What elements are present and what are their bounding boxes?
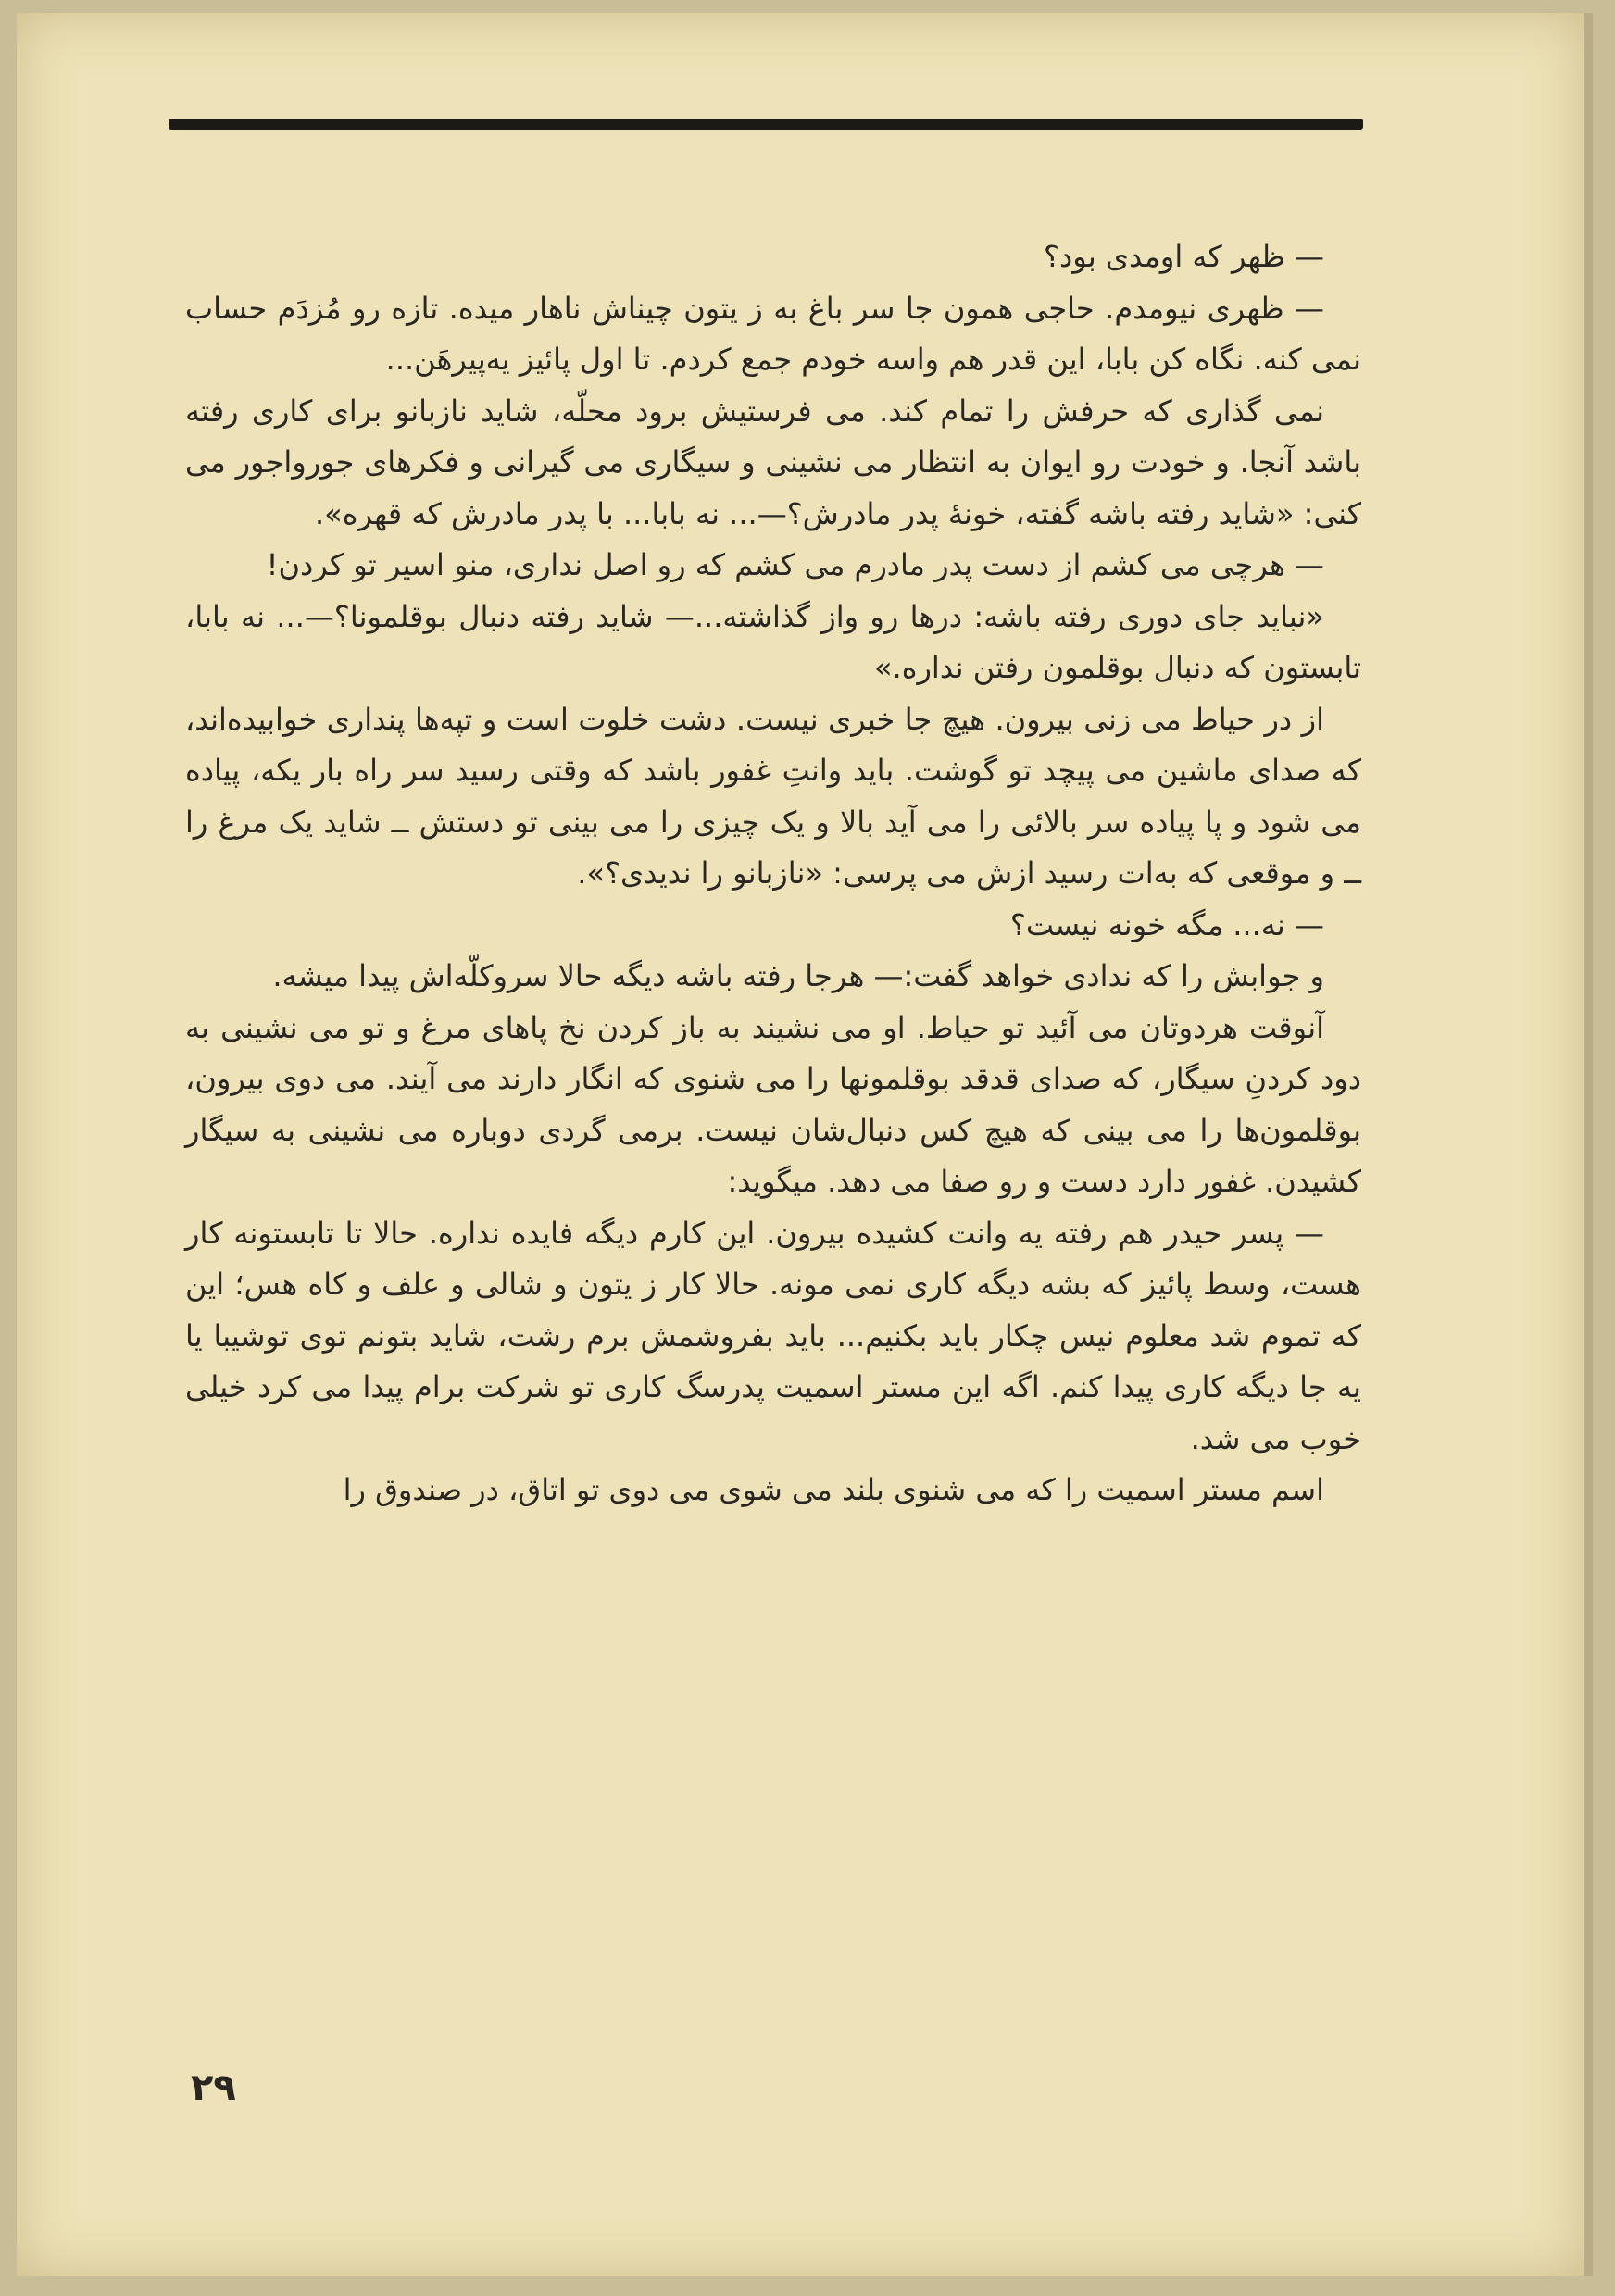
paragraph-11: اسم مستر اسمیت را که می شنوی بلند می شوی می دوی تو اتاق، در صندوق را	[343, 1472, 1324, 1507]
paragraph-3: نمی گذاری که حرفش را تمام کند. می فرستیش برود محلّه، شاید نازبانو برای کاری رفته باشد آنجا. و خودت رو ایوان به انتظار می نشینی و سیگاری می گیرانی و فکرهای جورواجور می کنی: «شاید رفته باشه گفته، خونهٔ پدر مادرش؟—... نه بابا... با پدر مادرش که قهره».	[185, 393, 1361, 531]
paragraph-9: آنوقت هردوتان می آئید تو حیاط. او می نشیند به باز کردن نخ پاهای مرغ و تو می نشینی به دود کردنِ سیگار، که صدای قدقد بوقلمونها را می شنوی که انگار دارند می آیند. می دوی بیرون، بوقلمون‌ها را می بینی که هیچ کس دنبال‌شان نیست. برمی گردی دوباره می نشینی به سیگار کشیدن. غفور دارد دست و رو صفا می دهد. میگوید:	[185, 1009, 1361, 1199]
paragraph-7: — نه... مگه خونه نیست؟	[1009, 906, 1324, 942]
paragraph-6: از در حیاط می زنی بیرون. هیچ جا خبری نیست. دشت خلوت است و تپه‌ها پنداری خوابیده‌اند، که صدای ماشین می پیچد تو گوشت. باید وانتِ غفور باشد که وقتی رسید سر راه بار یکه، پیاده می شود و پا پیاده سر بالائی را می آید بالا و یک چیزی را می بینی تو دستش ــ شاید یک مرغ را ــ و موقعی که به‌ات رسید ازش می پرسی: «نازبانو را ندیدی؟».	[185, 701, 1361, 891]
body-text	[185, 231, 1361, 1516]
header-rule	[169, 119, 1363, 130]
paragraph-5: «نباید جای دوری رفته باشه: درها رو واز گذاشته...— شاید رفته دنبال بوقلمونا؟—... نه بابا، تابستون که دنبال بوقلمون رفتن نداره.»	[185, 598, 1361, 685]
paragraph-1: — ظهر که اومدی بود؟	[1044, 239, 1324, 274]
paragraph-10: — پسر حیدر هم رفته یه وانت کشیده بیرون. این کارم دیگه فایده نداره. حالا تا تابستونه کار هست، وسط پائیز که بشه دیگه کاری نمی مونه. حالا کار ز یتون و شالی و علف و کاه هس؛ این که تموم شد معلوم نیس چکار باید بکنیم... باید بفروشمش برم رشت، شاید بتونم توی توشیبا یا یه جا دیگه کاری پیدا کنم. اگه این مستر اسمیت پدرسگ کاری تو شرکت برام پیدا می کرد خیلی خوب می شد.	[185, 1215, 1361, 1456]
paragraph-4: — هرچی می کشم از دست پدر مادرم می کشم که رو اصل نداری، منو اسیر تو کردن!	[266, 547, 1324, 582]
paragraph-8: و جوابش را که ندادی خواهد گفت:— هرجا رفته باشه دیگه حالا سروکلّه‌اش پیدا میشه.	[272, 958, 1324, 993]
paragraph-2: — ظهری نیومدم. حاجی همون جا سر باغ به ز یتون چیناش ناهار میده. تازه رو مُزدَم حساب نمی کنه. نگاه کن بابا، این قدر هم واسه خودم جمع کردم. تا اول پائیز یه‌پیرهَن...	[185, 290, 1361, 377]
page-number: ۲۹	[191, 2066, 236, 2109]
